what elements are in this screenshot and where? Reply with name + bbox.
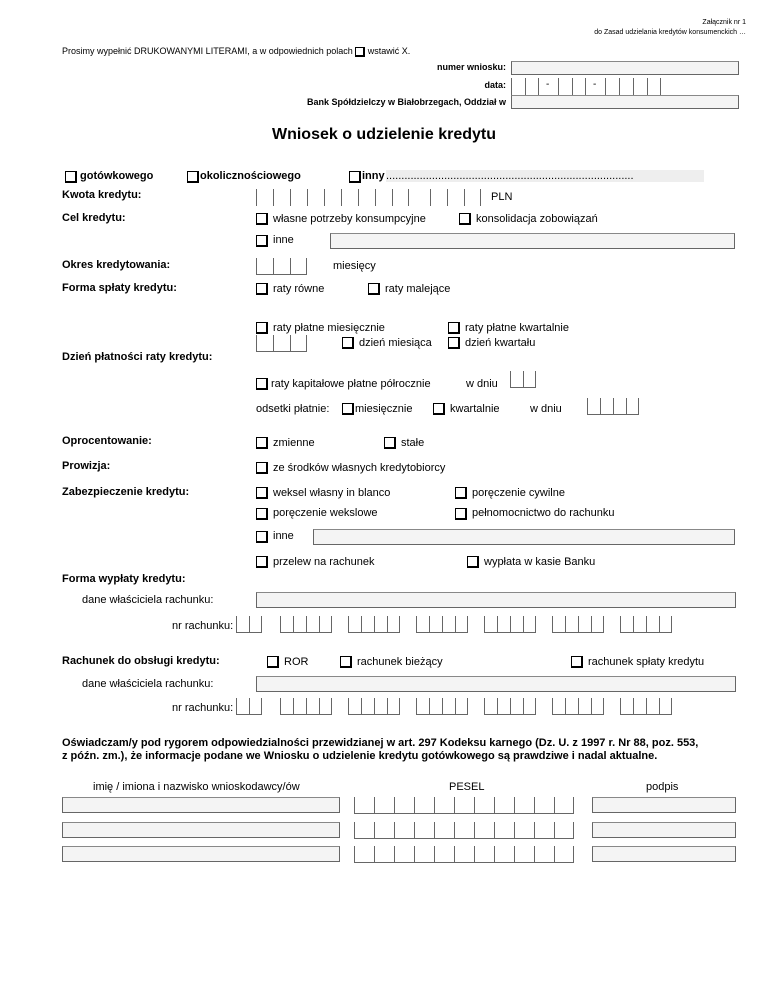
date-sep-2: -: [593, 79, 597, 90]
account-digit-cell[interactable]: [578, 616, 591, 633]
account-digit-cell[interactable]: [620, 616, 633, 633]
zabezpieczenie-inne-label: inne: [273, 530, 294, 542]
account-group[interactable]: [348, 698, 400, 715]
monthly-checkbox[interactable]: [256, 322, 268, 334]
sig-col-name: imię / imiona i nazwisko wnioskodawcy/ów: [93, 781, 300, 793]
account-label-2: nr rachunku:: [172, 702, 234, 714]
pesel-digit-cell[interactable]: [494, 846, 514, 863]
account-digit-cell[interactable]: [497, 616, 510, 633]
stale-checkbox[interactable]: [384, 437, 396, 449]
account-group[interactable]: [280, 698, 332, 715]
okres-unit: miesięcy: [333, 260, 376, 272]
inny-checkbox[interactable]: [349, 171, 361, 183]
kwota-label: Kwota kredytu:: [62, 189, 142, 201]
poreczenie-wekslowe-checkbox[interactable]: [256, 508, 268, 520]
semiannual-checkbox[interactable]: [256, 378, 268, 390]
account-group[interactable]: [552, 616, 604, 633]
date-month-cells[interactable]: [558, 78, 586, 95]
day-cells[interactable]: [256, 335, 307, 352]
oprocentowanie-label: Oprocentowanie:: [62, 435, 152, 447]
account-digit-cell[interactable]: [659, 616, 672, 633]
account-digit-cell[interactable]: [591, 616, 604, 633]
account-digit-cell[interactable]: [374, 698, 387, 715]
signature-field[interactable]: [592, 797, 736, 813]
pesel-digit-cell[interactable]: [374, 797, 394, 814]
account-digit-cell[interactable]: [552, 698, 565, 715]
pesel-digit-cell[interactable]: [554, 846, 574, 863]
attachment-line-1: Załącznik nr 1: [702, 19, 746, 26]
account-digit-cell[interactable]: [429, 698, 442, 715]
account-digit-cell[interactable]: [319, 616, 332, 633]
account-digit-cell[interactable]: [646, 698, 659, 715]
account-digit-cell[interactable]: [306, 698, 319, 715]
zmienne-label: zmienne: [273, 437, 315, 449]
account-group[interactable]: [236, 698, 262, 715]
okres-label: Okres kredytowania:: [62, 259, 171, 271]
account-digit-cell[interactable]: [348, 698, 361, 715]
okolicznosciowego-checkbox[interactable]: [187, 171, 199, 183]
pesel-digit-cell[interactable]: [374, 822, 394, 839]
applicant-name-field[interactable]: [62, 846, 340, 862]
kwota-currency: PLN: [491, 191, 513, 203]
instruction: [62, 46, 410, 57]
page-title: Wniosek o udzielenie kredytu: [271, 126, 497, 143]
account-label-1: nr rachunku:: [172, 620, 234, 632]
pesel-digit-cell[interactable]: [414, 846, 434, 863]
pesel-digit-cell[interactable]: [554, 822, 574, 839]
cel-opt2-checkbox[interactable]: [459, 213, 471, 225]
cel-opt3-label: inne: [273, 234, 294, 246]
pesel-digit-cell[interactable]: [434, 822, 454, 839]
ror-checkbox[interactable]: [267, 656, 279, 668]
pesel-digit-cell[interactable]: [394, 846, 414, 863]
instruction-checkbox-icon: [355, 47, 365, 57]
pesel-digit-cell[interactable]: [454, 846, 474, 863]
inny-dots[interactable]: .................................................................................: [386, 170, 704, 182]
przelew-label: przelew na rachunek: [273, 556, 375, 568]
account-digit-cell[interactable]: [442, 698, 455, 715]
day-of-quarter-label: dzień kwartału: [465, 337, 536, 349]
pesel-digit-cell[interactable]: [434, 846, 454, 863]
prowizja-label: Prowizja:: [62, 460, 111, 472]
prowizja-checkbox[interactable]: [256, 462, 268, 474]
forma-splaty-label: Forma spłaty kredytu:: [62, 282, 177, 294]
pesel-digit-cell[interactable]: [494, 797, 514, 814]
sig-col-podpis: podpis: [646, 781, 679, 793]
date-day-cells[interactable]: [511, 78, 539, 95]
odsetki-day-cells[interactable]: [587, 398, 639, 415]
semiannual-day-cells[interactable]: [510, 371, 536, 388]
semiannual-label: raty kapitałowe płatne półrocznie: [271, 378, 431, 390]
cel-inne-field[interactable]: [330, 233, 735, 249]
account-group[interactable]: [416, 616, 468, 633]
account-group[interactable]: [280, 616, 332, 633]
account-digit-cell[interactable]: [348, 616, 361, 633]
ror-label: ROR: [284, 656, 309, 668]
odsetki-kwartalnie-label: kwartalnie: [450, 403, 500, 415]
day-of-month-checkbox[interactable]: [342, 337, 354, 349]
account-digit-cell[interactable]: [374, 616, 387, 633]
account-digit-cell[interactable]: [633, 698, 646, 715]
wyplata-kasa-label: wypłata w kasie Banku: [484, 556, 596, 568]
account-digit-cell[interactable]: [442, 616, 455, 633]
quarterly-label: raty płatne kwartalnie: [465, 322, 569, 334]
rachunek-label: Rachunek do obsługi kredytu:: [62, 655, 220, 667]
raty-rowne-label: raty równe: [273, 283, 325, 295]
quarterly-checkbox[interactable]: [448, 322, 460, 334]
kwota-decimal-cells[interactable]: [430, 189, 481, 206]
account-digit-cell[interactable]: [361, 616, 374, 633]
zmienne-checkbox[interactable]: [256, 437, 268, 449]
gotowkowego-checkbox[interactable]: [65, 171, 77, 183]
pesel-digit-cell[interactable]: [434, 797, 454, 814]
w-dniu-label: w dniu: [466, 378, 498, 390]
pesel-cells[interactable]: [354, 846, 574, 863]
signature-field[interactable]: [592, 846, 736, 862]
day-of-quarter-checkbox[interactable]: [448, 337, 460, 349]
owner-field-2[interactable]: [256, 676, 736, 692]
account-digit-cell[interactable]: [510, 616, 523, 633]
account-digit-cell[interactable]: [484, 616, 497, 633]
account-digit-cell[interactable]: [510, 698, 523, 715]
attachment-note: [594, 18, 746, 38]
account-digit-cell[interactable]: [497, 698, 510, 715]
pesel-digit-cell[interactable]: [414, 822, 434, 839]
signature-field[interactable]: [592, 822, 736, 838]
account-digit-cell[interactable]: [416, 698, 429, 715]
account-digit-cell[interactable]: [455, 616, 468, 633]
account-digit-cell[interactable]: [646, 616, 659, 633]
pesel-digit-cell[interactable]: [514, 822, 534, 839]
sig-col-pesel: PESEL: [449, 781, 485, 793]
rachunek-splaty-checkbox[interactable]: [571, 656, 583, 668]
account-group[interactable]: [348, 616, 400, 633]
pesel-digit-cell[interactable]: [414, 797, 434, 814]
weksel-checkbox[interactable]: [256, 487, 268, 499]
date-year-cells[interactable]: [605, 78, 661, 95]
przelew-checkbox[interactable]: [256, 556, 268, 568]
account-digit-cell[interactable]: [565, 698, 578, 715]
pesel-digit-cell[interactable]: [454, 822, 474, 839]
declaration-line-1: Oświadczam/y pod rygorem odpowiedzialności przewidzianej w art. 297 Kodeksu karnego (Dz. U. z 1997 r. Nr 88, poz. 553,: [62, 737, 699, 749]
odsetki-miesiecznie-checkbox[interactable]: [342, 403, 354, 415]
account-digit-cell[interactable]: [416, 616, 429, 633]
pelnomocnictwo-label: pełnomocnictwo do rachunku: [472, 507, 615, 519]
account-digit-cell[interactable]: [659, 698, 672, 715]
account-digit-cell[interactable]: [552, 616, 565, 633]
owner-label-2: dane właściciela rachunku:: [82, 678, 214, 690]
numer-wniosku-label: numer wniosku:: [436, 62, 506, 72]
applicant-name-field[interactable]: [62, 822, 340, 838]
pelnomocnictwo-checkbox[interactable]: [455, 508, 467, 520]
cel-opt1-checkbox[interactable]: [256, 213, 268, 225]
kwota-cells[interactable]: [256, 189, 409, 206]
zabezpieczenie-inne-checkbox[interactable]: [256, 531, 268, 543]
account-digit-cell[interactable]: [591, 698, 604, 715]
account-digit-cell[interactable]: [455, 698, 468, 715]
account-digit-cell[interactable]: [249, 698, 262, 715]
odsetki-miesiecznie-label: miesięcznie: [355, 403, 413, 415]
account-digit-cell[interactable]: [565, 616, 578, 633]
account-digit-cell[interactable]: [236, 616, 249, 633]
poreczenie-cywilne-checkbox[interactable]: [455, 487, 467, 499]
inny-label: inny: [362, 170, 385, 182]
account-digit-cell[interactable]: [306, 616, 319, 633]
pesel-digit-cell[interactable]: [354, 822, 374, 839]
cel-opt2-label: konsolidacja zobowiązań: [476, 213, 598, 225]
account-digit-cell[interactable]: [249, 616, 262, 633]
day-of-month-label: dzień miesiąca: [359, 337, 432, 349]
rachunek-biezacy-checkbox[interactable]: [340, 656, 352, 668]
account-group[interactable]: [620, 698, 672, 715]
bank-branch-field[interactable]: [511, 95, 739, 109]
odsetki-label: odsetki płatnie:: [256, 403, 330, 415]
pesel-digit-cell[interactable]: [554, 797, 574, 814]
pesel-digit-cell[interactable]: [474, 797, 494, 814]
pesel-digit-cell[interactable]: [534, 822, 554, 839]
numer-wniosku-field[interactable]: [511, 61, 739, 75]
okres-cells[interactable]: [256, 258, 307, 275]
account-digit-cell[interactable]: [523, 616, 536, 633]
pesel-digit-cell[interactable]: [514, 846, 534, 863]
okolicznosciowego-label: okolicznościowego: [200, 170, 301, 182]
account-digit-cell[interactable]: [236, 698, 249, 715]
weksel-label: weksel własny in blanco: [273, 487, 391, 499]
account-digit-cell[interactable]: [293, 616, 306, 633]
raty-malejace-checkbox[interactable]: [368, 283, 380, 295]
prowizja-opt-label: ze środków własnych kredytobiorcy: [273, 462, 446, 474]
account-digit-cell[interactable]: [523, 698, 536, 715]
account-digit-cell[interactable]: [361, 698, 374, 715]
odsetki-kwartalnie-checkbox[interactable]: [433, 403, 445, 415]
pesel-digit-cell[interactable]: [474, 846, 494, 863]
pesel-digit-cell[interactable]: [394, 797, 414, 814]
account-group[interactable]: [484, 616, 536, 633]
zabezpieczenie-inne-field[interactable]: [313, 529, 735, 545]
account-digit-cell[interactable]: [484, 698, 497, 715]
pesel-digit-cell[interactable]: [374, 846, 394, 863]
pesel-digit-cell[interactable]: [454, 797, 474, 814]
pesel-digit-cell[interactable]: [354, 846, 374, 863]
instruction-suffix: wstawić X.: [367, 46, 411, 56]
owner-label-1: dane właściciela rachunku:: [82, 594, 214, 606]
monthly-label: raty płatne miesięcznie: [273, 322, 385, 334]
account-digit-cell[interactable]: [633, 616, 646, 633]
account-digit-cell[interactable]: [429, 616, 442, 633]
pesel-digit-cell[interactable]: [514, 797, 534, 814]
pesel-cells[interactable]: [354, 797, 574, 814]
rachunek-splaty-label: rachunek spłaty kredytu: [588, 656, 705, 668]
zabezpieczenie-label: Zabezpieczenie kredytu:: [62, 486, 190, 498]
account-digit-cell[interactable]: [280, 698, 293, 715]
declaration-line-2: z późn. zm.), że informacje podane we Wniosku o udzielenie kredytu gotówkowego są prawdziwe i nadal aktualne.: [62, 750, 658, 762]
account-digit-cell[interactable]: [578, 698, 591, 715]
account-digit-cell[interactable]: [280, 616, 293, 633]
cel-opt3-checkbox[interactable]: [256, 235, 268, 247]
account-group[interactable]: [416, 698, 468, 715]
applicant-name-field[interactable]: [62, 797, 340, 813]
account-group[interactable]: [484, 698, 536, 715]
gotowkowego-label: gotówkowego: [80, 170, 154, 182]
stale-label: stałe: [401, 437, 425, 449]
raty-rowne-checkbox[interactable]: [256, 283, 268, 295]
pesel-digit-cell[interactable]: [494, 822, 514, 839]
dzien-platnosci-label: Dzień płatności raty kredytu:: [62, 351, 213, 363]
pesel-cells[interactable]: [354, 822, 574, 839]
account-group[interactable]: [236, 616, 262, 633]
w-dniu2-label: w dniu: [530, 403, 562, 415]
cel-opt1-label: własne potrzeby konsumpcyjne: [273, 213, 426, 225]
account-digit-cell[interactable]: [387, 616, 400, 633]
pesel-digit-cell[interactable]: [534, 846, 554, 863]
bank-label: Bank Spółdzielczy w Białobrzegach, Oddział w: [306, 97, 506, 107]
forma-wyplaty-label: Forma wypłaty kredytu:: [62, 573, 186, 585]
attachment-line-2: do Zasad udzielania kredytów konsumenckich …: [594, 29, 746, 36]
account-digit-cell[interactable]: [293, 698, 306, 715]
instruction-prefix: Prosimy wypełnić DRUKOWANYMI LITERAMI, a w odpowiednich polach: [62, 46, 353, 56]
account-group[interactable]: [620, 616, 672, 633]
pesel-digit-cell[interactable]: [534, 797, 554, 814]
rachunek-biezacy-label: rachunek bieżący: [357, 656, 443, 668]
wyplata-kasa-checkbox[interactable]: [467, 556, 479, 568]
account-digit-cell[interactable]: [387, 698, 400, 715]
date-sep-1: -: [546, 79, 550, 90]
owner-field-1[interactable]: [256, 592, 736, 608]
account-digit-cell[interactable]: [319, 698, 332, 715]
pesel-digit-cell[interactable]: [474, 822, 494, 839]
poreczenie-cywilne-label: poręczenie cywilne: [472, 487, 565, 499]
pesel-digit-cell[interactable]: [354, 797, 374, 814]
account-group[interactable]: [552, 698, 604, 715]
account-digit-cell[interactable]: [620, 698, 633, 715]
raty-malejace-label: raty malejące: [385, 283, 451, 295]
data-label: data:: [484, 80, 506, 90]
cel-label: Cel kredytu:: [62, 212, 126, 224]
poreczenie-wekslowe-label: poręczenie wekslowe: [273, 507, 378, 519]
pesel-digit-cell[interactable]: [394, 822, 414, 839]
